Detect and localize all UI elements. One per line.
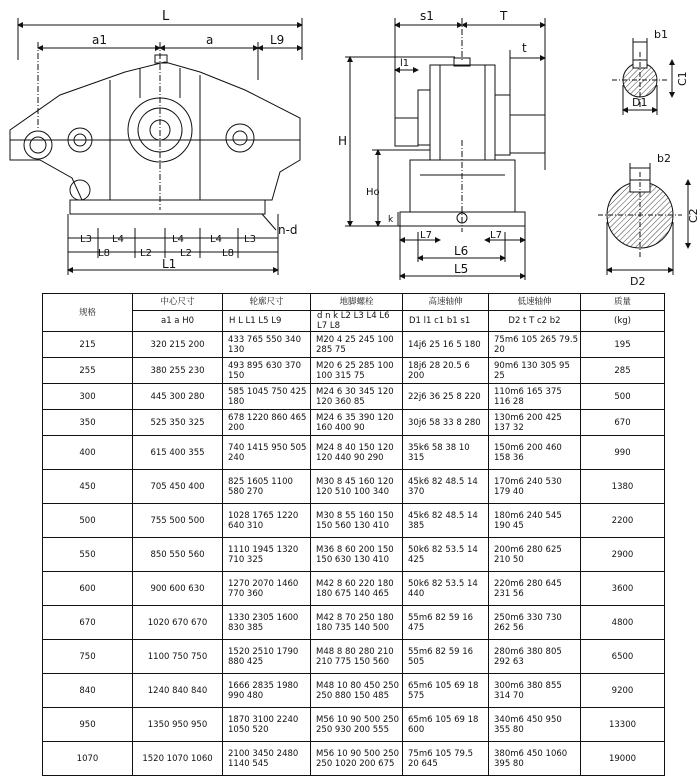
cell-bolt: M42 8 70 250 180 180 735 140 500 <box>311 606 403 640</box>
cell-outline: 1870 3100 2240 1050 520 <box>223 708 311 742</box>
cell-outline: 2100 3450 2480 1140 545 <box>223 742 311 776</box>
table-row <box>43 384 665 410</box>
cell-ls: 220m6 280 645 231 56 <box>489 572 581 606</box>
cell-center: 445 300 280 <box>133 384 223 410</box>
cell-center: 1520 1070 1060 <box>133 742 223 776</box>
cell-hs: 18j6 28 20.5 6 200 <box>403 358 489 384</box>
cell-model: 550 <box>43 538 133 572</box>
header-bolt: 地脚螺栓 <box>311 294 403 311</box>
subheader-mass: (kg) <box>581 311 665 332</box>
cell-bolt: M36 8 60 200 150 150 630 130 410 <box>311 538 403 572</box>
cell-mass: 195 <box>581 332 665 358</box>
cell-bolt: M42 8 60 220 180 180 675 140 465 <box>311 572 403 606</box>
cell-center: 850 550 560 <box>133 538 223 572</box>
dim-nd: n-d <box>278 223 298 237</box>
cell-center: 1350 950 950 <box>133 708 223 742</box>
dim-a1: a1 <box>92 33 107 47</box>
cell-mass: 19000 <box>581 742 665 776</box>
cell-outline: 825 1605 1100 580 270 <box>223 470 311 504</box>
cell-outline: 1110 1945 1320 710 325 <box>223 538 311 572</box>
cell-center: 380 255 230 <box>133 358 223 384</box>
cell-bolt: M56 10 90 500 250 250 930 200 555 <box>311 708 403 742</box>
cell-mass: 670 <box>581 410 665 436</box>
dim-L4-b: L4 <box>172 234 184 245</box>
header-model: 规格 <box>43 294 133 332</box>
dim-L6: L6 <box>454 244 469 258</box>
cell-ls: 150m6 200 460 158 36 <box>489 436 581 470</box>
cell-hs: 65m6 105 69 18 600 <box>403 708 489 742</box>
cell-hs: 14j6 25 16 5 180 <box>403 332 489 358</box>
cell-outline: 1028 1765 1220 640 310 <box>223 504 311 538</box>
cell-mass: 285 <box>581 358 665 384</box>
dim-c1: C1 <box>676 71 689 86</box>
subheader-ls-shaft: D2 t T c2 b2 <box>489 311 581 332</box>
front-view <box>10 18 302 275</box>
cell-hs: 65m6 105 69 18 575 <box>403 674 489 708</box>
cell-model: 255 <box>43 358 133 384</box>
cell-bolt: M24 6 30 345 120 120 360 85 <box>311 384 403 410</box>
cell-center: 755 500 500 <box>133 504 223 538</box>
cell-hs: 75m6 105 79.5 20 645 <box>403 742 489 776</box>
dim-T: T <box>500 9 508 23</box>
header-mass: 质量 <box>581 294 665 311</box>
dim-c2: C2 <box>687 208 700 223</box>
dim-H: H <box>338 134 348 148</box>
cell-model: 750 <box>43 640 133 674</box>
cell-bolt: M56 10 90 500 250 250 1020 200 675 <box>311 742 403 776</box>
dim-L8-left: L8 <box>98 248 110 259</box>
cell-model: 600 <box>43 572 133 606</box>
cell-ls: 170m6 240 530 179 40 <box>489 470 581 504</box>
table-row <box>43 674 665 708</box>
cell-outline: 678 1220 860 465 200 <box>223 410 311 436</box>
subheader-bolt: d n k L2 L3 L4 L6 L7 L8 <box>311 311 403 332</box>
shaft-detail-large <box>598 163 688 275</box>
cell-mass: 6500 <box>581 640 665 674</box>
cell-mass: 2200 <box>581 504 665 538</box>
cell-outline: 493 895 630 370 150 <box>223 358 311 384</box>
dim-L8-right: L8 <box>222 248 234 259</box>
table-row <box>43 640 665 674</box>
cell-model: 215 <box>43 332 133 358</box>
cell-hs: 22j6 36 25 8 220 <box>403 384 489 410</box>
table-row <box>43 470 665 504</box>
cell-bolt: M24 8 40 150 120 120 440 90 290 <box>311 436 403 470</box>
cell-outline: 740 1415 950 505 240 <box>223 436 311 470</box>
technical-drawing <box>0 0 700 290</box>
cell-outline: 1270 2070 1460 770 360 <box>223 572 311 606</box>
table-row <box>43 742 665 776</box>
cell-hs: 50k6 82 53.5 14 440 <box>403 572 489 606</box>
cell-mass: 13300 <box>581 708 665 742</box>
cell-center: 1100 750 750 <box>133 640 223 674</box>
cell-center: 1240 840 840 <box>133 674 223 708</box>
cell-bolt: M30 8 55 160 150 150 560 130 410 <box>311 504 403 538</box>
dim-L4-a: L4 <box>112 234 124 245</box>
cell-hs: 55m6 82 59 16 475 <box>403 606 489 640</box>
cell-ls: 300m6 380 855 314 70 <box>489 674 581 708</box>
dim-a: a <box>206 33 214 47</box>
dim-L2-left: L2 <box>140 248 152 259</box>
cell-model: 450 <box>43 470 133 504</box>
cell-bolt: M30 8 45 160 120 120 510 100 340 <box>311 470 403 504</box>
cell-ls: 180m6 240 545 190 45 <box>489 504 581 538</box>
cell-model: 500 <box>43 504 133 538</box>
table-row <box>43 332 665 358</box>
cell-ls: 75m6 105 265 79.5 20 <box>489 332 581 358</box>
dim-L9: L9 <box>270 33 285 47</box>
dim-L3-right: L3 <box>244 234 256 245</box>
subheader-hs-shaft: D1 l1 c1 b1 s1 <box>403 311 489 332</box>
side-view-labels <box>338 9 527 276</box>
dim-s1: s1 <box>420 9 434 23</box>
table-row <box>43 538 665 572</box>
cell-outline: 1520 2510 1790 880 425 <box>223 640 311 674</box>
cell-ls: 340m6 450 950 355 80 <box>489 708 581 742</box>
cell-ls: 200m6 280 625 210 50 <box>489 538 581 572</box>
dim-L7-right: L7 <box>490 230 502 241</box>
dim-b2: b2 <box>657 152 671 165</box>
side-view <box>345 18 545 280</box>
cell-ls: 90m6 130 305 95 25 <box>489 358 581 384</box>
dim-L: L <box>162 9 170 24</box>
cell-ls: 250m6 330 730 262 56 <box>489 606 581 640</box>
cell-hs: 50k6 82 53.5 14 425 <box>403 538 489 572</box>
cell-model: 300 <box>43 384 133 410</box>
cell-mass: 990 <box>581 436 665 470</box>
cell-mass: 4800 <box>581 606 665 640</box>
cell-center: 900 600 630 <box>133 572 223 606</box>
header-outline: 轮廓尺寸 <box>223 294 311 311</box>
cell-center: 1020 670 670 <box>133 606 223 640</box>
cell-outline: 1330 2305 1600 830 385 <box>223 606 311 640</box>
cell-hs: 45k6 82 48.5 14 370 <box>403 470 489 504</box>
cell-bolt: M20 6 25 285 100 100 315 75 <box>311 358 403 384</box>
cell-hs: 55m6 82 59 16 505 <box>403 640 489 674</box>
cell-bolt: M24 6 35 390 120 160 400 90 <box>311 410 403 436</box>
cell-bolt: M48 10 80 450 250 250 880 150 485 <box>311 674 403 708</box>
table-row <box>43 606 665 640</box>
cell-model: 400 <box>43 436 133 470</box>
table-row <box>43 436 665 470</box>
cell-mass: 2900 <box>581 538 665 572</box>
cell-center: 705 450 400 <box>133 470 223 504</box>
cell-bolt: M20 4 25 245 100 285 75 <box>311 332 403 358</box>
dim-H0: Ho <box>366 187 380 198</box>
cell-hs: 45k6 82 48.5 14 385 <box>403 504 489 538</box>
dim-L4-c: L4 <box>210 234 222 245</box>
spec-table <box>42 293 665 776</box>
dim-l1: l1 <box>400 58 410 69</box>
dim-L1: L1 <box>162 257 177 271</box>
cell-ls: 380m6 450 1060 395 80 <box>489 742 581 776</box>
dim-L5: L5 <box>454 262 469 276</box>
cell-hs: 35k6 58 38 10 315 <box>403 436 489 470</box>
dim-b1: b1 <box>654 28 668 41</box>
cell-outline: 585 1045 750 425 180 <box>223 384 311 410</box>
cell-center: 525 350 325 <box>133 410 223 436</box>
cell-ls: 280m6 380 805 292 63 <box>489 640 581 674</box>
dim-L7-left: L7 <box>420 230 432 241</box>
cell-ls: 110m6 165 375 116 28 <box>489 384 581 410</box>
dim-D2: D2 <box>630 275 646 288</box>
dim-t: t <box>522 41 527 55</box>
dim-L2-right: L2 <box>180 248 192 259</box>
cell-mass: 3600 <box>581 572 665 606</box>
cell-ls: 130m6 200 425 137 32 <box>489 410 581 436</box>
dim-D1: D1 <box>632 96 648 109</box>
cell-mass: 500 <box>581 384 665 410</box>
header-center: 中心尺寸 <box>133 294 223 311</box>
table-row <box>43 504 665 538</box>
cell-bolt: M48 8 80 280 210 210 775 150 560 <box>311 640 403 674</box>
header-ls-shaft: 低速轴伸 <box>489 294 581 311</box>
cell-outline: 433 765 550 340 130 <box>223 332 311 358</box>
dim-k: k <box>388 215 394 225</box>
subheader-outline: H L L1 L5 L9 <box>223 311 311 332</box>
table-row <box>43 358 665 384</box>
table-row <box>43 572 665 606</box>
table-row <box>43 708 665 742</box>
table-row <box>43 410 665 436</box>
cell-model: 1070 <box>43 742 133 776</box>
cell-center: 320 215 200 <box>133 332 223 358</box>
cell-outline: 1666 2835 1980 990 480 <box>223 674 311 708</box>
cell-model: 670 <box>43 606 133 640</box>
cell-center: 615 400 355 <box>133 436 223 470</box>
cell-mass: 9200 <box>581 674 665 708</box>
header-hs-shaft: 高速轴伸 <box>403 294 489 311</box>
subheader-center: a1 a H0 <box>133 311 223 332</box>
cell-mass: 1380 <box>581 470 665 504</box>
dim-L3-left: L3 <box>80 234 92 245</box>
cell-hs: 30j6 58 33 8 280 <box>403 410 489 436</box>
cell-model: 840 <box>43 674 133 708</box>
cell-model: 950 <box>43 708 133 742</box>
cell-model: 350 <box>43 410 133 436</box>
